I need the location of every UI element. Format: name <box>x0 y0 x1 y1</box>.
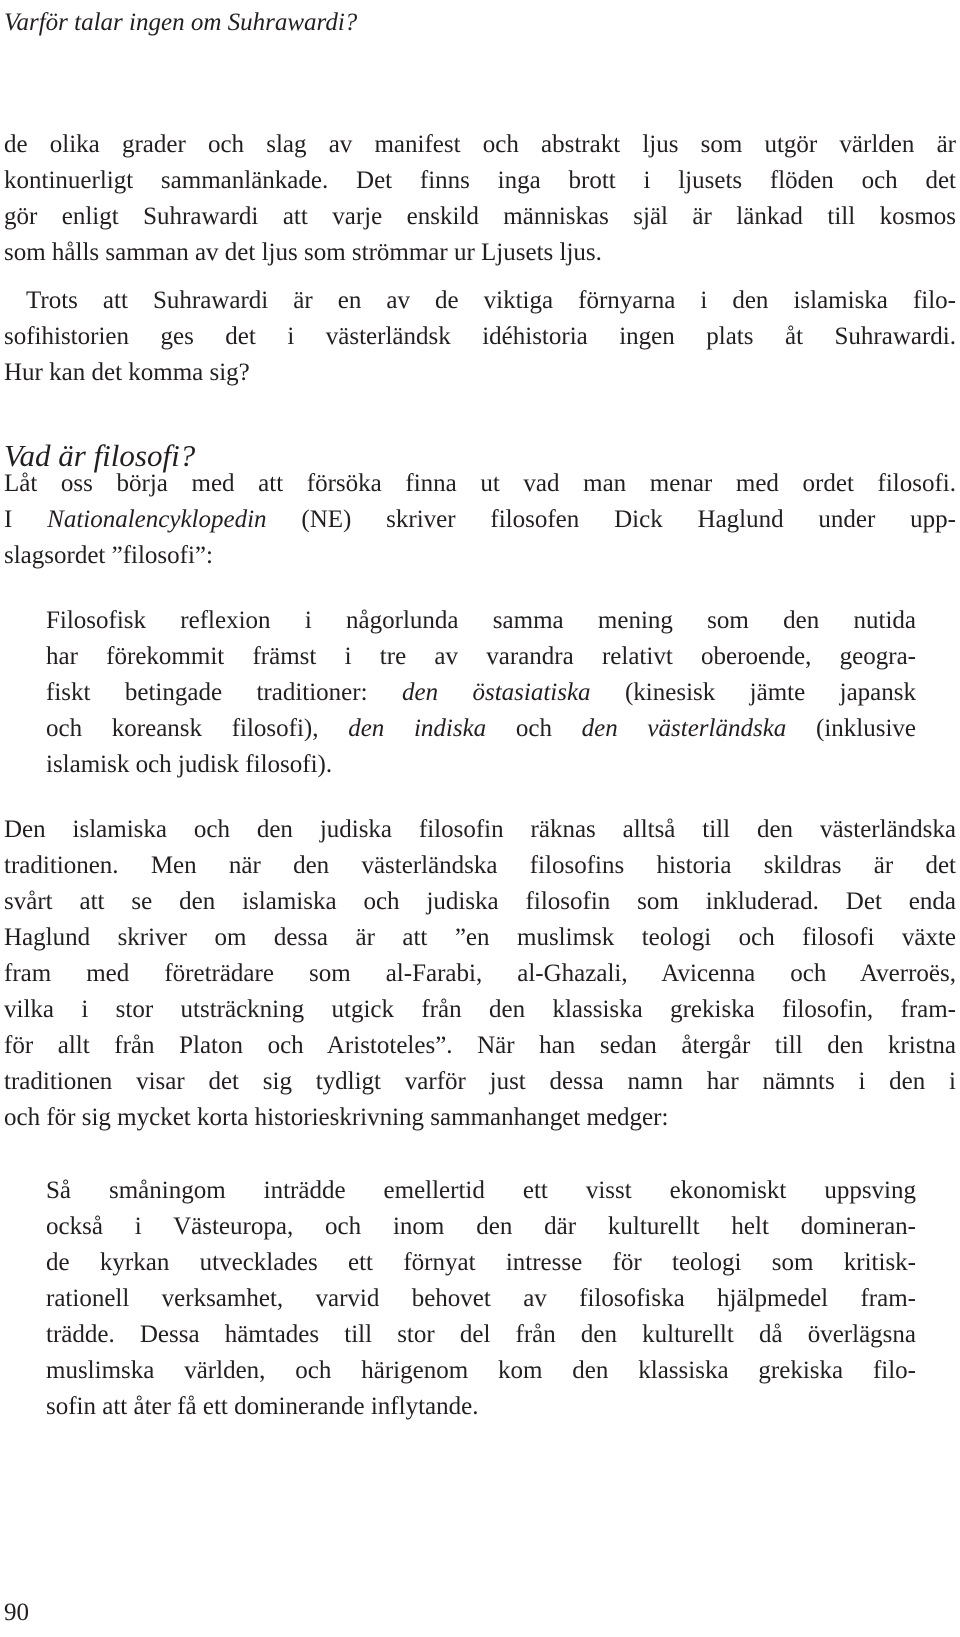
text-segment: (kinesisk jämte japansk <box>590 679 916 706</box>
section-heading: Vad är filosofi? <box>4 438 196 473</box>
text-line: sofihistorien ges det i västerländsk idéhistoria ingen plats åt Suhrawardi. <box>4 323 956 350</box>
text-line: för allt från Platon och Aristoteles”. När han sedan återgår till den kristna <box>4 1032 956 1059</box>
text-line: gör enligt Suhrawardi att varje enskild människas själ är länkad till kosmos <box>4 203 956 230</box>
text-line: trädde. Dessa hämtades till stor del från den kulturellt då överlägsna <box>46 1321 916 1348</box>
text-segment: I <box>4 506 48 533</box>
text-line: svårt att se den islamiska och judiska filosofin som inkluderad. Det enda <box>4 888 956 915</box>
text-line: muslimska världen, och härigenom kom den klassiska grekiska filo- <box>46 1357 916 1384</box>
block-quote-1 <box>46 603 916 783</box>
text-line: fram med företrädare som al-Farabi, al-Ghazali, Avicenna och Averroës, <box>4 960 956 987</box>
text-line: Låt oss börja med att försöka finna ut vad man menar med ordet filosofi. <box>4 470 956 497</box>
text-line: de olika grader och slag av manifest och abstrakt ljus som utgör världen är <box>4 131 956 158</box>
block-quote-2 <box>46 1173 916 1425</box>
text-line: slagsordet ”filosofi”: <box>4 542 213 569</box>
text-line: islamisk och judisk filosofi). <box>46 751 333 778</box>
text-line: de kyrkan utvecklades ett förnyat intresse för teologi som kritisk- <box>46 1249 916 1276</box>
paragraph-2 <box>4 283 956 391</box>
text-line <box>46 675 916 711</box>
text-line: rationell verksamhet, varvid behovet av filosofiska hjälpmedel fram- <box>46 1285 916 1312</box>
text-line: som hålls samman av det ljus som strömmar ur Ljusets ljus. <box>4 239 602 266</box>
text-line: traditionen. Men när den västerländska filosofins historia skildras är det <box>4 852 956 879</box>
text-segment: (inklusive <box>786 715 916 742</box>
text-segment: fiskt betingade traditioner: <box>46 679 402 706</box>
text-line: traditionen visar det sig tydligt varför just dessa namn har nämnts i den i <box>4 1068 956 1095</box>
work-title: Nationalencyklopedin <box>47 506 267 533</box>
emphasis: den indiska <box>348 715 487 742</box>
text-line: har förekommit främst i tre av varandra relativt oberoende, geogra- <box>46 643 916 670</box>
text-line: Den islamiska och den judiska filosofin räknas alltså till den västerländska <box>4 816 956 843</box>
text-line: kontinuerligt sammanlänkade. Det finns inga brott i ljusets flöden och det <box>4 167 956 194</box>
page-number: 90 <box>4 1599 29 1626</box>
text-line <box>4 502 956 538</box>
text-line: också i Västeuropa, och inom den där kulturellt helt domineran- <box>46 1213 916 1240</box>
text-line: Hur kan det komma sig? <box>4 359 250 386</box>
paragraph-4 <box>4 812 956 1136</box>
text-segment: och koreansk filosofi), <box>46 715 349 742</box>
text-line: sofin att åter få ett dominerande inflytande. <box>46 1393 479 1420</box>
text-line: Så småningom inträdde emellertid ett visst ekonomiskt uppsving <box>46 1177 916 1204</box>
text-line: Haglund skriver om dessa är att ”en muslimsk teologi och filosofi växte <box>4 924 956 951</box>
paragraph-1 <box>4 127 956 271</box>
text-line: och för sig mycket korta historieskrivning sammanhanget medger: <box>4 1104 669 1131</box>
emphasis: den västerländska <box>581 715 787 742</box>
paragraph-3 <box>4 466 956 574</box>
text-segment: och <box>486 715 582 742</box>
text-line: vilka i stor utsträckning utgick från den klassiska grekiska filosofin, fram- <box>4 996 956 1023</box>
text-line: Trots att Suhrawardi är en av de viktiga förnyarna i den islamiska filo- <box>26 287 956 314</box>
text-line <box>46 711 916 747</box>
text-line: Filosofisk reflexion i någorlunda samma mening som den nutida <box>46 607 916 634</box>
text-segment: (NE) skriver filosofen Dick Haglund under upp- <box>266 506 957 533</box>
emphasis: den östasiatiska <box>401 679 591 706</box>
running-head: Varför talar ingen om Suhrawardi? <box>4 9 358 36</box>
